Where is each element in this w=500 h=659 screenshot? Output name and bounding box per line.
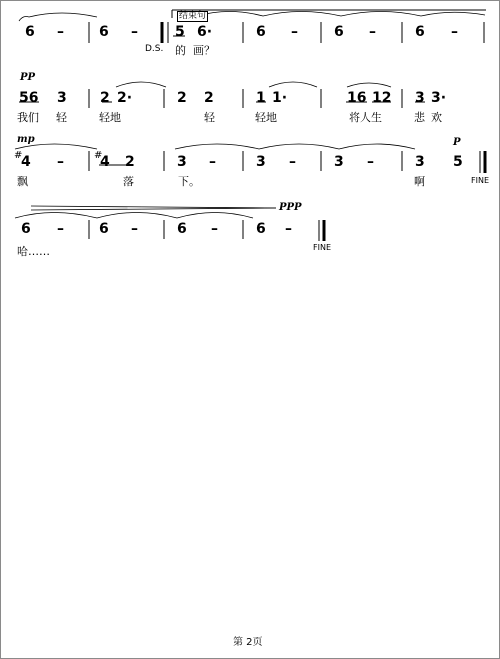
- note: 6: [256, 221, 266, 237]
- lyric: 轻地: [255, 111, 277, 124]
- lyric: 轻: [204, 111, 215, 124]
- lyric: 轻: [56, 111, 67, 124]
- note: –: [211, 221, 218, 237]
- note: 5: [175, 24, 185, 40]
- note: –: [289, 154, 296, 170]
- note: 12: [372, 90, 392, 106]
- note: –: [131, 221, 138, 237]
- fine-mark: FINE: [313, 243, 331, 252]
- note: 1·: [272, 90, 288, 106]
- lyric: 哈……: [17, 245, 50, 258]
- sharp-sign: #: [94, 150, 103, 161]
- lyric: 的: [175, 44, 186, 57]
- note: –: [285, 221, 292, 237]
- note: 3: [57, 90, 67, 106]
- lyric: 落: [123, 175, 134, 188]
- note: 4: [21, 154, 31, 170]
- note: 3·: [431, 90, 447, 106]
- note: 2: [177, 90, 187, 106]
- lyric: 悲: [414, 111, 425, 124]
- note: 3: [256, 154, 266, 170]
- lyric: 轻地: [99, 111, 121, 124]
- note: 6: [99, 24, 109, 40]
- dynamic-mark: PP: [20, 72, 36, 83]
- lyric: 啊: [414, 175, 425, 188]
- note: 3: [177, 154, 187, 170]
- dynamic-mark: mp: [17, 134, 35, 145]
- note: 4: [100, 154, 110, 170]
- note: 6: [256, 24, 266, 40]
- lyric: 下。: [178, 175, 200, 188]
- note: 5: [453, 154, 463, 170]
- note: 3: [334, 154, 344, 170]
- note: 6: [415, 24, 425, 40]
- note: –: [209, 154, 216, 170]
- note: 1: [256, 90, 266, 106]
- note: –: [291, 24, 298, 40]
- note: 6: [99, 221, 109, 237]
- note: –: [451, 24, 458, 40]
- fine-mark: FINE: [471, 176, 489, 185]
- dynamic-mark: PPP: [279, 202, 302, 213]
- note: 16: [347, 90, 367, 106]
- note: –: [57, 221, 64, 237]
- note: –: [369, 24, 376, 40]
- lyric: 画？: [193, 44, 215, 57]
- note: –: [57, 154, 64, 170]
- note: 6: [334, 24, 344, 40]
- note: –: [131, 24, 138, 40]
- note: 2: [125, 154, 135, 170]
- lyric: 将人生: [349, 111, 382, 124]
- note: 6: [25, 24, 35, 40]
- ds-label: D.S.: [145, 44, 164, 54]
- note: –: [367, 154, 374, 170]
- note: 6: [21, 221, 31, 237]
- ending-box-label: 结束句: [179, 11, 207, 21]
- note: 56: [19, 90, 39, 106]
- note: 6: [177, 221, 187, 237]
- lyric: 欢: [431, 111, 442, 124]
- note: 2·: [117, 90, 133, 106]
- note: 6·: [197, 24, 213, 40]
- note: 2: [100, 90, 110, 106]
- note: –: [57, 24, 64, 40]
- page-number: 第 2页: [233, 637, 263, 648]
- dynamic-mark: P: [453, 137, 461, 148]
- sharp-sign: #: [14, 150, 23, 161]
- lyric: 飘: [17, 175, 28, 188]
- note: 2: [204, 90, 214, 106]
- lyric: 我们: [17, 111, 39, 124]
- note: 3: [415, 90, 425, 106]
- note: 3: [415, 154, 425, 170]
